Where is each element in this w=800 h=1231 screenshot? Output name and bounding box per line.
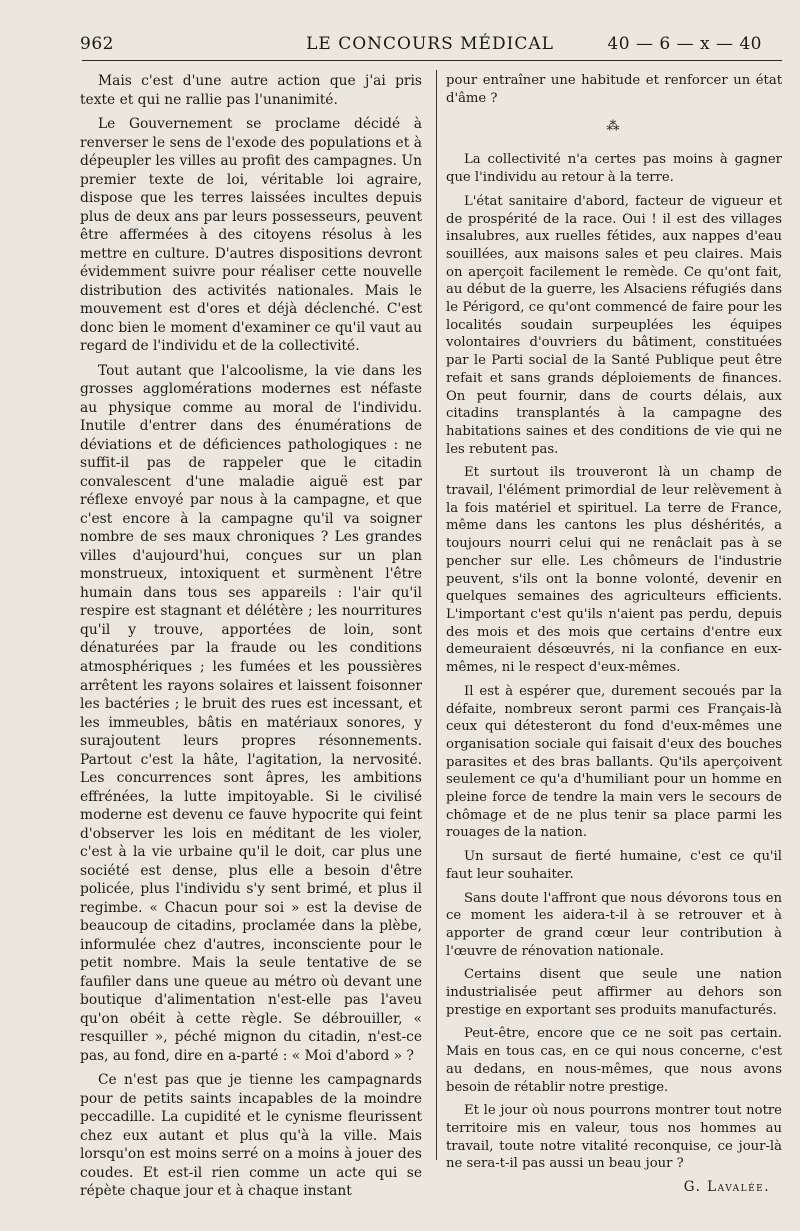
paragraph: Le Gouvernement se proclame décidé à renverser le sens de l'exode des populations et à dépeupler les villes au profit des campagnes. Un premier texte de loi, véritable loi agraire, dispose que les terres laissées incultes depuis plus de deux ans par leurs possesseurs, peuvent être affermées à des citoyens résolus à les mettre en culture. D'autres dispositions devront évidemment suivre pour réaliser cette nouvelle distribution des activités nationales. Mais le mouvement est d'ores et déjà déclenché. C'est donc bien le moment d'examiner ce qu'il vaut au regard de l'individu et de la collectivité. bbox=[80, 116, 422, 355]
paragraph: Il est à espérer que, durement secoués par la défaite, nombreux seront parmi ces Français-là ceux qui détesteront du fond d'eux-mêmes une organisation sociale qui faisait d'eux des bouches parasites et des bras ballants. Qu'ils aperçoivent seulement ce qu'a d'humiliant pour un homme en pleine force de tendre la main vers le secours de chômage et de ne plus tenir sa place parmi les rouages de la nation. bbox=[446, 683, 782, 841]
left-column bbox=[80, 72, 422, 1207]
paragraph: La collectivité n'a certes pas moins à gagner que l'individu au retour à la terre. bbox=[446, 152, 782, 186]
right-column bbox=[446, 72, 782, 1197]
page-number: 962 bbox=[80, 34, 114, 54]
header-rule bbox=[82, 60, 782, 61]
paragraph: Ce n'est pas que je tienne les campagnards pour de petits saints incapables de la moindre peccadille. La cupidité et le cynisme fleurissent chez eux autant et plus qu'à la ville. Mais lorsqu'on est moins serré on a moins à jouer des coudes. Et est-il rien comme un acte qui se répète chaque jour et à chaque instant bbox=[80, 1072, 422, 1200]
author-name: G. Lavalée. bbox=[683, 1179, 770, 1196]
section-separator: ⁂ bbox=[606, 119, 622, 135]
paragraph: Certains disent que seule une nation industrialisée peut affirmer au dehors son prestige en exportant ses produits manufacturés. bbox=[446, 967, 782, 1018]
column-rule bbox=[436, 70, 437, 1160]
issue-date: 40 — 6 — x — 40 bbox=[607, 34, 762, 54]
paragraph: Mais c'est d'une autre action que j'ai pris texte et qui ne rallie pas l'unanimité. bbox=[80, 73, 422, 108]
author-signature bbox=[446, 1179, 782, 1197]
paragraph: Tout autant que l'alcoolisme, la vie dans les grosses agglomérations modernes est néfaste au physique comme au moral de l'individu. Inutile d'entrer dans des énumérations de déviations et de déficiences pathologiques : ne suffit-il pas de rappeler que le citadin convalescent d'une maladie aiguë est par réflexe envoyé par nous à la campagne, et que c'est encore à la campagne qu'il va soigner nombre de ses maux chroniques ? Les grandes villes d'aujourd'hui, conçues sur un plan monstrueux, intoxiquent et surmènent l'être humain dans tous ses appareils : l'air qu'il respire est stagnant et délétère ; les nourritures qu'il y trouve, apportées de loin, sont dénaturées par la fraude ou les conditions atmosphériques ; les fumées et les poussières arrêtent les rayons solaires et laissent foisonner les bactéries ; le bruit des rues est incessant, et les immeubles, bâtis en matériaux sonores, y surajoutent leurs propres résonnements. Partout c'est la hâte, l'agitation, la nervosité. Les concurrences sont âpres, les ambitions effrénées, la lutte impitoyable. Si le civilisé moderne est devenu ce fauve hypocrite qui feint d'observer les lois en méditant de les violer, c'est à la vie urbaine qu'il le doit, car plus une société est dense, plus elle a besoin d'être policée, plus l'individu s'y sent brimé, et plus il regimbe. « Chacun pour soi » est la devise de beaucoup de citadins, proclamée dans la plèbe, informulée chez d'autres, inconsciente pour le petit nombre. Mais la seule tentative de se faufiler dans une queue au métro où devant une boutique d'alimentation n'est-elle pas l'aveu qu'on obéit à cette règle. Se débrouiller, « resquiller », péché mignon du citadin, n'est-ce pas, au fond, dire en a-parté : « Moi d'abord » ? bbox=[80, 362, 422, 1064]
paragraph: Un sursaut de fierté humaine, c'est ce qu'il faut leur souhaiter. bbox=[446, 849, 782, 882]
paragraph-continued: pour entraîner une habitude et renforcer un état d'âme ? bbox=[446, 73, 782, 106]
paragraph: Et surtout ils trouveront là un champ de travail, l'élément primordial de leur relèvement à la fois matériel et spirituel. La terre de France, même dans les cantons les plus déshérités, a toujours nourri celui qui ne renâclait pas à se pencher sur elle. Les chômeurs de l'industrie peuvent, s'ils ont la bonne volonté, devenir en quelques semaines des agriculteurs efficients. L'important c'est qu'ils n'aient pas perdu, depuis des mois et des mois que certains d'entre eux demeuraient désœuvrés, ni la confiance en eux-mêmes, ni le respect d'eux-mêmes. bbox=[446, 465, 782, 676]
running-header bbox=[80, 34, 780, 60]
paragraph: Peut-être, encore que ce ne soit pas certain. Mais en tous cas, en ce qui nous concerne, c'est au dedans, en nous-mêmes, que nous avons besoin de rétablir notre prestige. bbox=[446, 1026, 782, 1095]
journal-title: LE CONCOURS MÉDICAL bbox=[306, 34, 554, 54]
paragraph: Sans doute l'affront que nous dévorons tous en ce moment les aidera-t-il à se retrouver et à apporter de grand cœur leur contribution à l'œuvre de rénovation nationale. bbox=[446, 890, 782, 959]
paragraph: L'état sanitaire d'abord, facteur de vigueur et de prospérité de la race. Oui ! il est des villages insalubres, aux ruelles fétides, aux nappes d'eau souillées, aux maisons sales et peu claires. Mais on aperçoit facilement le remède. Ce qu'ont fait, au début de la guerre, les Alsaciens réfugiés dans le Périgord, ce qu'ont commencé de faire pour les localités soudain surpeuplées les équipes volontaires d'ouvriers du bâtiment, constituées par le Parti social de la Santé Publique peut être refait et sans grands déploiements de finances. On peut fournir, dans de courts délais, aux citadins transplantés à la campagne des habitations saines et des conditions de vie qui ne les rebutent pas. bbox=[446, 193, 782, 457]
paragraph: Et le jour où nous pourrons montrer tout notre territoire mis en valeur, tous nos hommes au travail, toute notre vitalité reconquise, ce jour-là ne sera-t-il pas aussi un beau jour ? bbox=[446, 1103, 782, 1172]
